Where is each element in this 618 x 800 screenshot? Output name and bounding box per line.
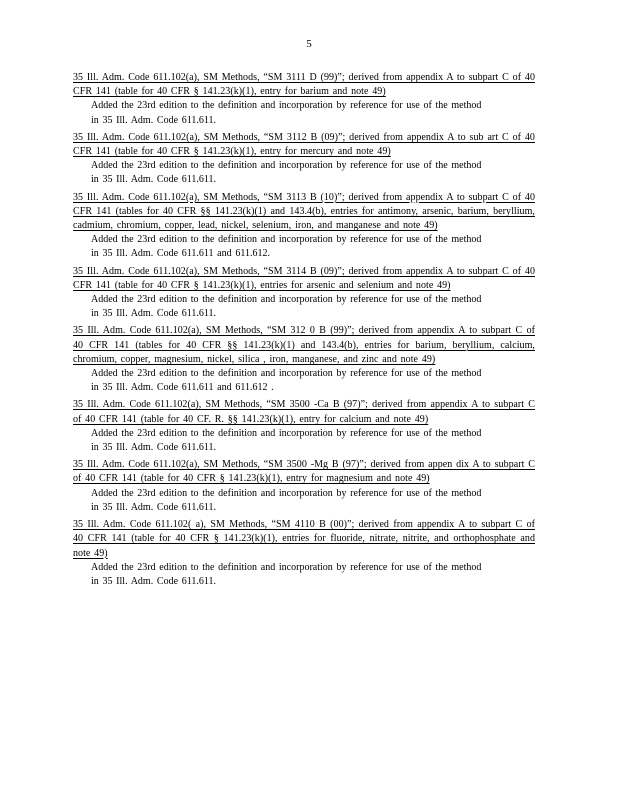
amendment-note-line: in 35 Ill. Adm. Code 611.611. <box>91 308 216 320</box>
citation-entry <box>73 398 535 455</box>
amendment-note-line: Added the 23rd edition to the definition and incorporation by reference for use of the method <box>91 427 482 439</box>
page-number: 5 <box>306 38 312 50</box>
citation-entry <box>73 265 535 322</box>
amendment-note-line: in 35 Ill. Adm. Code 611.611 and 611.612 . <box>91 382 274 394</box>
amendment-note-line: Added the 23rd edition to the definition and incorporation by reference for use of the method <box>91 234 482 246</box>
amendment-note-line: Added the 23rd edition to the definition and incorporation by reference for use of the method <box>91 160 482 172</box>
citation-entry <box>73 131 535 188</box>
amendment-note <box>73 427 535 455</box>
amendment-note-line: in 35 Ill. Adm. Code 611.611. <box>91 575 216 587</box>
citation-entry <box>73 191 535 262</box>
citation-entry <box>73 71 535 128</box>
citation-text: 35 Ill. Adm. Code 611.102( a), SM Methods, “SM 4110 B (00)”; derived from appendix A to subpart C of 40 CFR 141 (table for 40 CFR § 141.23(k)(1), entries for fluoride, nitrate, nitrite, and orthophosphate and note 49) <box>73 519 535 559</box>
amendment-note <box>73 561 535 589</box>
amendment-note <box>73 487 535 515</box>
amendment-note-line: Added the 23rd edition to the definition and incorporation by reference for use of the method <box>91 561 482 573</box>
citation-text: 35 Ill. Adm. Code 611.102(a), SM Methods, “SM 3112 B (09)”; derived from appendix A to sub art C of 40 CFR 141 (table for 40 CFR § 141.23(k)(1), entry for mercury and note 49) <box>73 131 535 158</box>
amendment-note-line: Added the 23rd edition to the definition and incorporation by reference for use of the method <box>91 100 482 112</box>
amendment-note-line: Added the 23rd edition to the definition and incorporation by reference for use of the method <box>91 368 482 380</box>
amendment-note-line: in 35 Ill. Adm. Code 611.611. <box>91 501 216 513</box>
amendment-note <box>73 367 535 395</box>
amendment-note-line: in 35 Ill. Adm. Code 611.611 and 611.612. <box>91 248 270 260</box>
citation-text: 35 Ill. Adm. Code 611.102(a), SM Methods, “SM 3500 -Ca B (97)”; derived from appendix A to subpart C of 40 CFR 141 (table for 40 CF. R. §§ 141.23(k)(1), entry for calcium and note 49) <box>73 399 535 425</box>
citation-text: 35 Ill. Adm. Code 611.102(a), SM Methods, “SM 3111 D (99)”; derived from appendix A to subpart C of 40 CFR 141 (table for 40 CFR § 141.23(k)(1), entry for barium and note 49) <box>73 72 535 98</box>
document-body <box>73 71 535 592</box>
citation-text: 35 Ill. Adm. Code 611.102(a), SM Methods, “SM 3113 B (10)”; derived from appendix A to subpart C of 40 CFR 141 (tables for 40 CFR §§ 141.23(k)(1) and 143.4(b), entries for antimony, arsenic, barium, beryllium, cadmium, chromium, copper, lead, nickel, selenium, iron, and manganese and note 49) <box>73 191 535 232</box>
amendment-note-line: in 35 Ill. Adm. Code 611.611. <box>91 174 216 186</box>
citation-entry <box>73 324 535 395</box>
amendment-note-line: in 35 Ill. Adm. Code 611.611. <box>91 114 216 126</box>
amendment-note-line: Added the 23rd edition to the definition and incorporation by reference for use of the method <box>91 294 482 306</box>
citation-text: 35 Ill. Adm. Code 611.102(a), SM Methods, “SM 312 0 B (99)”; derived from appendix A to subpart C of 40 CFR 141 (tables for 40 CFR §§ 141.23(k)(1) and 143.4(b), entries for barium, beryllium, calcium, chromium, copper, magnesium, nickel, silica , iron, manganese, and zinc and note 49) <box>73 325 535 365</box>
amendment-note <box>73 159 535 187</box>
citation-entry <box>73 518 535 589</box>
citation-entry <box>73 458 535 515</box>
citation-text: 35 Ill. Adm. Code 611.102(a), SM Methods, “SM 3500 -Mg B (97)”; derived from appen dix A to subpart C of 40 CFR 141 (table for 40 CFR § 141.23(k)(1), entry for magnesium and note 49) <box>73 459 535 485</box>
citation-text: 35 Ill. Adm. Code 611.102(a), SM Methods, “SM 3114 B (09)”; derived from appendix A to subpart C of 40 CFR 141 (table for 40 CFR § 141.23(k)(1), entries for arsenic and selenium and note 49) <box>73 265 535 291</box>
amendment-note-line: Added the 23rd edition to the definition and incorporation by reference for use of the method <box>91 487 482 499</box>
amendment-note <box>73 293 535 321</box>
amendment-note-line: in 35 Ill. Adm. Code 611.611. <box>91 442 216 454</box>
amendment-note <box>73 233 535 261</box>
amendment-note <box>73 99 535 127</box>
